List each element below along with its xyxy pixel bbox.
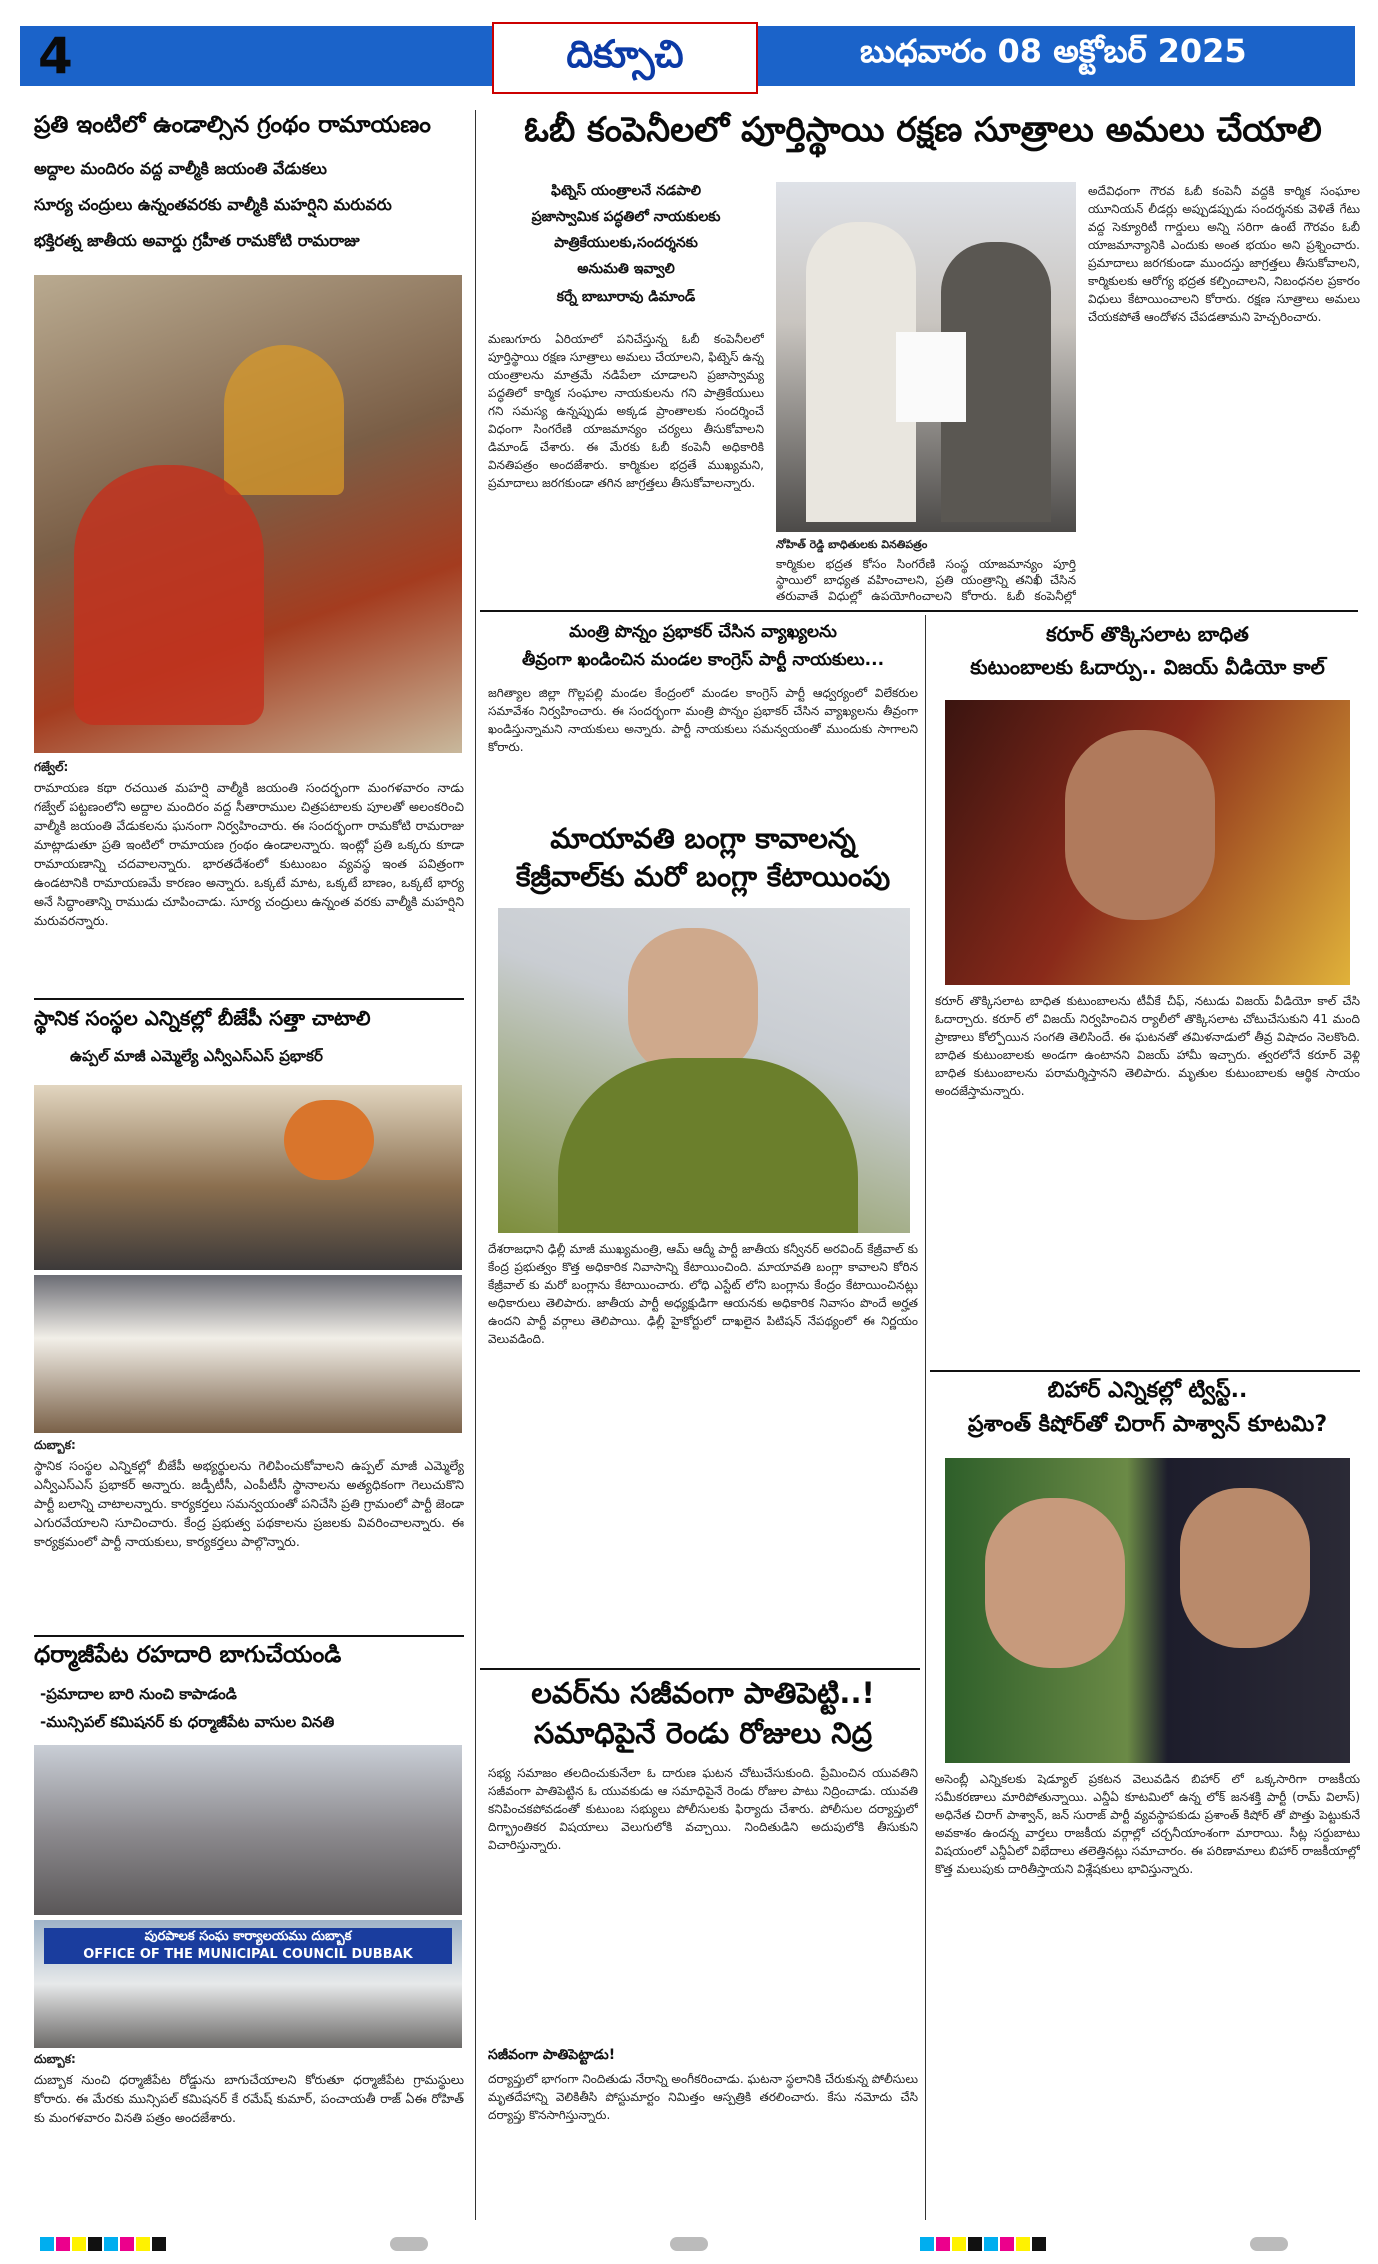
photo-bjp-meeting (34, 1085, 462, 1270)
page-number: 4 (38, 27, 73, 85)
article-body: అసెంబ్లీ ఎన్నికలకు షెడ్యూల్ ప్రకటన వెలువడిన బిహార్ లో ఒక్కసారిగా రాజకీయ సమీకరణాలు మారిపోతున్నాయి. ఎన్డీఏ కూటమిలో ఉన్న లోక్ జనశక్తి పార్టీ (రామ్ విలాస్) అధినేత చిరాగ్ పాశ్వాన్, జన్ సురాజ్ పార్టీ వ్యవస్థాపకుడు ప్రశాంత్ కిషోర్ తో పొత్తు పెట్టుకునే అవకాశం ఉందన్న వార్తలు రాజకీయ వర్గాల్లో చర్చనీయాంశంగా మారాయి. సీట్ల సర్దుబాటు విషయంలో ఎన్డీఏలో విభేదాలు తలెత్తినట్లు సమాచారం. ఈ పరిణామాలు బిహార్ రాజకీయాల్లో కొత్త మలుపుకు దారితీస్తాయని విశ్లేషకులు భావిస్తున్నారు. (935, 1772, 1360, 1876)
photo-caption: నోహిత్ రెడ్డి బాధితులకు వినతిపత్రం (776, 538, 928, 551)
photo-municipal-office (34, 1920, 462, 2048)
headline-bjp: స్థానిక సంస్థల ఎన్నికల్లో బీజేపీ సత్తా చాటాలి (34, 1006, 371, 1030)
subhead: -ప్రమాదాల బారి నుంచి కాపాడండి (40, 1685, 237, 1703)
deck-line: ప్రజాస్వామిక పద్ధతిలో నాయకులకు (531, 209, 721, 225)
subhead: అద్దాల మందిరం వద్ద వాల్మీకి జయంతి వేడుకలు (34, 159, 327, 178)
swatch (88, 2237, 102, 2251)
jacket-shape (558, 1058, 858, 1233)
column-divider (925, 615, 926, 2220)
article-body: దుబ్బాక నుంచి ధర్మాజీపేట రోడ్డును బాగుచేయాలని కోరుతూ ధర్మాజీపేట గ్రామస్థులు కోరారు. ఈ మేరకు మున్సిపల్ కమిషనర్ కే రమేష్ కుమార్, పంచాయతీ రాజ్ ఏఈ రోహిత్ కు మంగళవారం వినతి పత్రం అందజేశారు. (34, 2072, 464, 2125)
article-body: దర్యాప్తులో భాగంగా నిందితుడు నేరాన్ని అంగీకరించాడు. ఘటనా స్థలానికి చేరుకున్న పోలీసులు మృతదేహాన్ని వెలికితీసి పోస్టుమార్టం నిమిత్తం ఆస్పత్రికి తరలించారు. కేసు నమోదు చేసి దర్యాప్తు కొనసాగిస్తున్నారు. (488, 2072, 918, 2122)
photo-bjp-audience (34, 1275, 462, 1433)
issue-date: బుధవారం 08 అక్టోబర్ 2025 (860, 32, 1247, 70)
headline-lover: లవర్‌ను సజీవంగా పాతిపెట్టి..! (531, 1676, 875, 1710)
document-shape (896, 332, 966, 422)
section-rule (480, 610, 1358, 612)
photo-vijay (945, 700, 1350, 985)
headline-kejriwal: మాయావతి బంగ్లా కావాలన్న (550, 822, 856, 855)
swatch (936, 2237, 950, 2251)
article-body: అదేవిధంగా గౌరవ ఓబీ కంపెనీ వద్దకి కార్మిక సంఘాల యూనియన్ లీడర్లు అప్పుడప్పుడు సందర్శనకు వెళితే గేటు వద్ద సెక్యూరిటీ గార్డులు అన్ని సరిగా ఉంటే గౌరవం ఓబీ యాజమాన్యానికి ఎందుకు అంత భయం అని ప్రశ్నించారు. ప్రమాదాలు జరగకుండా ముందస్తు జాగ్రత్తలు తీసుకోవాలని, కార్మికులకు ఆరోగ్య భద్రత కల్పించాలని, నిబంధనల ప్రకారం విధులు కేటాయించాలని కోరారు. రక్షణ సూత్రాలు అమలు చేయకపోతే ఆందోళన చేపడతామని హెచ్చరించారు. (1088, 184, 1360, 324)
swatch (1032, 2237, 1046, 2251)
headline-ob-companies: ఓబీ కంపెనీలలో పూర్తిస్థాయి రక్షణ సూత్రాలు అమలు చేయాలి (524, 110, 1322, 150)
headline-road: ధర్మాజీపేట రహదారి బాగుచేయండి (34, 1642, 342, 1668)
signboard-english: OFFICE OF THE MUNICIPAL COUNCIL DUBBAK (83, 1947, 413, 1962)
face-shape (1065, 730, 1215, 920)
headline-ponnam-2: తీవ్రంగా ఖండించిన మండల కాంగ్రెస్ పార్టీ నాయకులు... (521, 650, 885, 670)
section-rule (480, 1668, 920, 1670)
logo-text: దిక్సూచి (566, 32, 684, 76)
article-body: దేశరాజధాని ఢిల్లీ మాజీ ముఖ్యమంత్రి, ఆమ్ ఆద్మీ పార్టీ జాతీయ కన్వీనర్ అరవింద్ కేజ్రీవాల్ కు కేంద్ర ప్రభుత్వం కొత్త అధికారిక నివాసాన్ని కేటాయించింది. మాయావతి బంగ్లా కావాలని కోరిన కేజ్రీవాల్ కు మరో బంగ్లాను కేటాయించారు. లోధి ఎస్టేట్ లోని బంగ్లాను కేంద్రం కేటాయించినట్లు అధికారులు తెలిపారు. జాతీయ పార్టీ అధ్యక్షుడిగా ఆయనకు అధికారిక నివాసం పొందే అర్హత ఉందని పార్టీ వర్గాలు తెలిపాయి. ఢిల్లీ హైకోర్టులో దాఖలైన పిటిషన్ నేపథ్యంలో ఈ నిర్ణయం వెలువడింది. (488, 1242, 918, 1346)
deck-line: అనుమతి ఇవ్వాలి (577, 261, 675, 277)
headline-lover-2: సమాధిపైనే రెండు రోజులు నిద్ర (533, 1716, 873, 1750)
swatch (952, 2237, 966, 2251)
article-body: కరూర్ తొక్కిసలాట బాధిత కుటుంబాలను టీవీకే చీఫ్, నటుడు విజయ్ వీడియో కాల్ చేసి ఓదార్చారు. కరూర్ లో విజయ్ నిర్వహించిన ర్యాలీలో తొక్కిసలాట చోటుచేసుకుని 41 మంది ప్రాణాలు కోల్పోయిన సంగతి తెలిసిందే. ఈ ఘటనతో తమిళనాడులో తీవ్ర విషాదం నెలకొంది. బాధిత కుటుంబాలకు అండగా ఉంటానని విజయ్ హామీ ఇచ్చారు. త్వరలోనే కరూర్ వెళ్లి బాధిత కుటుంబాలను పరామర్శిస్తానని తెలిపారు. మృతుల కుటుంబాలకు ఆర్థిక సాయం అందజేస్తామన్నారు. (935, 994, 1360, 1098)
subhead: భక్తిరత్న జాతీయ అవార్డు గ్రహీత రామకోటి రామరాజు (34, 231, 360, 250)
registration-blob (390, 2236, 428, 2250)
registration-marks (920, 2236, 1048, 2250)
dateline: దుబ్బాక: (34, 2052, 76, 2066)
headline-bihar-2: ప్రశాంత్ కిషోర్‌తో చిరాగ్ పాశ్వాన్ కూటమి? (967, 1412, 1328, 1437)
swatch (152, 2237, 166, 2251)
section-rule (34, 1635, 464, 1637)
swatch (40, 2237, 54, 2251)
deck-byline: కర్నే బాబూరావు డిమాండ్ (556, 289, 696, 305)
column-divider (475, 110, 476, 2220)
headline-ramayanam: ప్రతి ఇంటిలో ఉండాల్సిన గ్రంథం రామాయణం (34, 112, 431, 138)
swatch (968, 2237, 982, 2251)
photo-kejriwal (498, 908, 910, 1233)
masthead (0, 22, 1378, 90)
article-body: మణుగూరు ఏరియాలో పనిచేస్తున్న ఓబీ కంపెనీలలో పూర్తిస్థాయి రక్షణ సూత్రాలు అమలు చేయాలని, ఫిట్నెస్ ఉన్న యంత్రాలను మాత్రమే నడిపేలా చూడాలని ప్రజాస్వామ్య పద్ధతిలో కార్మిక సంఘాల నాయకులను గని పాత్రికేయులు గని సమస్య ఉన్నప్పుడు అక్కడ ప్రాంతాలకు సందర్శించే విధంగా సింగరేణి యాజమాన్యం చర్యలు తీసుకోవాలని డిమాండ్ చేశారు. ఈ మేరకు ఓబీ కంపెనీ అధికారికి వినతిపత్రం అందజేశారు. కార్మికుల భద్రతే ముఖ్యమని, ప్రమాదాలు జరగకుండా తగిన జాగ్రత్తలు తీసుకోవాలన్నారు. (488, 332, 764, 490)
subhead: సూర్య చంద్రులు ఉన్నంతవరకు వాల్మీకి మహర్షిని మరువరు (34, 195, 392, 214)
priest-shape (74, 465, 264, 725)
swatch (984, 2237, 998, 2251)
article-body: కార్మికుల భద్రత కోసం సింగరేణి సంస్థ యాజమాన్యం పూర్తి స్థాయిలో బాధ్యత వహించాలని, ప్రతి యంత్రాన్ని తనిఖీ చేసిన తరువాతే విధుల్లో ఉపయోగించాలని కోరారు. ఓబీ కంపెనీల్లో (776, 557, 1076, 603)
article-body: స్థానిక సంస్థల ఎన్నికల్లో బీజేపీ అభ్యర్థులను గెలిపించుకోవాలని ఉప్పల్ మాజీ ఎమ్మెల్యే ఎన్వీఎస్ఎస్ ప్రభాకర్ అన్నారు. జడ్పీటీసీ, ఎంపీటీసీ స్థానాలను అత్యధికంగా గెలుచుకొని పార్టీ బలాన్ని చాటాలన్నారు. కార్యకర్తలు సమన్వయంతో పనిచేసి ప్రతి గ్రామంలో పార్టీ జెండా ఎగురవేయాలని సూచించారు. కేంద్ర ప్రభుత్వ పథకాలను ప్రజలకు వివరించాలన్నారు. ఈ కార్యక్రమంలో పార్టీ నాయకులు, కార్యకర్తలు పాల్గొన్నారు. (34, 1458, 464, 1549)
blob (390, 2237, 428, 2251)
blob (1250, 2237, 1288, 2251)
face-shape (628, 928, 758, 1078)
headline-vijay: కరూర్ తొక్కిసలాట బాధిత (1046, 622, 1249, 646)
subhead: -మున్సిపల్ కమిషనర్ కు ధర్మాజీపేట వాసుల వినతి (40, 1713, 335, 1731)
section-rule (930, 1370, 1360, 1372)
backdrop-shape (284, 1100, 374, 1180)
swatch (1000, 2237, 1014, 2251)
swatch (56, 2237, 70, 2251)
swatch (920, 2237, 934, 2251)
registration-marks (40, 2236, 168, 2250)
swatch (120, 2237, 134, 2251)
swatch (72, 2237, 86, 2251)
photo-prashant-chirag (945, 1458, 1350, 1763)
face-shape (1180, 1488, 1310, 1648)
headline-vijay-2: కుటుంబాలకు ఓదార్పు.. విజయ్ వీడియో కాల్ (970, 655, 1325, 679)
idol-shape (224, 345, 344, 495)
dateline: గజ్వేల్: (34, 760, 69, 774)
registration-blob (670, 2236, 708, 2250)
swatch (104, 2237, 118, 2251)
article-body: జగిత్యాల జిల్లా గొల్లపల్లి మండల కేంద్రంలో మండల కాంగ్రెస్ పార్టీ ఆధ్వర్యంలో విలేకరుల సమావేశం నిర్వహించారు. ఈ సందర్భంగా మంత్రి పొన్నం ప్రభాకర్ చేసిన వ్యాఖ్యలను తీవ్రంగా ఖండిస్తున్నామని నాయకులు అన్నారు. పార్టీ నాయకులు సమన్వయంతో ముందుకు సాగాలని కోరారు. (488, 686, 918, 754)
article-body: సభ్య సమాజం తలదించుకునేలా ఓ దారుణ ఘటన చోటుచేసుకుంది. ప్రేమించిన యువతిని సజీవంగా పాతిపెట్టిన ఓ యువకుడు ఆ సమాధిపైనే రెండు రోజుల పాటు నిద్రించాడు. యువతి కనిపించకపోవడంతో కుటుంబ సభ్యులు పోలీసులకు ఫిర్యాదు చేశారు. పోలీసుల దర్యాప్తులో దిగ్భ్రాంతికర విషయాలు వెలుగులోకి వచ్చాయి. నిందితుడిని అదుపులోకి తీసుకుని విచారిస్తున్నారు. (488, 1766, 918, 1852)
face-shape (985, 1498, 1125, 1668)
deck-line: ఫిట్నెస్ యంత్రాలనే నడపాలి (551, 183, 701, 199)
newspaper-logo (492, 22, 758, 94)
dateline: దుబ్బాక: (34, 1438, 76, 1452)
photo-petition (34, 1745, 462, 1915)
subhead: ఉప్పల్ మాజీ ఎమ్మెల్యే ఎన్వీఎస్ఎస్ ప్రభాకర్ (70, 1047, 323, 1065)
section-rule (34, 998, 464, 1000)
office-signboard (44, 1928, 452, 1964)
deck (488, 178, 764, 312)
deck-line: పాత్రికేయులకు,సందర్శనకు (554, 235, 698, 251)
swatch (1016, 2237, 1030, 2251)
signboard-telugu: పురపాలక సంఘ కార్యాలయము దుబ్బాక (144, 1929, 352, 1944)
blob (670, 2237, 708, 2251)
headline-ponnam: మంత్రి పొన్నం ప్రభాకర్ చేసిన వ్యాఖ్యలను (569, 622, 837, 642)
photo-memorandum (776, 182, 1076, 532)
photo-valmiki-jayanti (34, 275, 462, 753)
registration-blob (1250, 2236, 1288, 2250)
headline-kejriwal-2: కేజ్రీవాల్‌కు మరో బంగ్లా కేటాయింపు (515, 860, 891, 893)
headline-bihar: బిహార్ ఎన్నికల్లో ట్విస్ట్.. (1047, 1378, 1248, 1403)
swatch (136, 2237, 150, 2251)
inline-subhead: సజీవంగా పాతిపెట్టాడు! (488, 2047, 616, 2063)
article-body: రామాయణ కథా రచయిత మహర్షి వాల్మీకి జయంతి సందర్భంగా మంగళవారం నాడు గజ్వేల్ పట్టణంలోని అద్దాల మందిరం వద్ద సీతారాముల చిత్రపటాలకు పూలతో అలంకరించి వాల్మీకి జయంతి వేడుకలను ఘనంగా నిర్వహించారు. ఈ సందర్భంగా రామకోటి రామరాజు మాట్లాడుతూ ప్రతి ఇంటిలో రామాయణ గ్రంథం ఉండాలన్నారు. ఇంట్లో ప్రతి ఒక్కరు కూడా రామాయణాన్ని చదవాలన్నారు. భారతదేశంలో కుటుంబం వ్యవస్థ ఇంత పవిత్రంగా ఉండటానికి రామాయణమే కారణం అన్నారు. ఒక్కటే మాట, ఒక్కటే బాణం, ఒక్కటే భార్య అనే సిద్ధాంతాన్ని రాముడు చూపించాడు. సూర్య చంద్రులు ఉన్నంత వరకు వాల్మీకి మహర్షిని మరువరన్నారు. (34, 780, 464, 928)
